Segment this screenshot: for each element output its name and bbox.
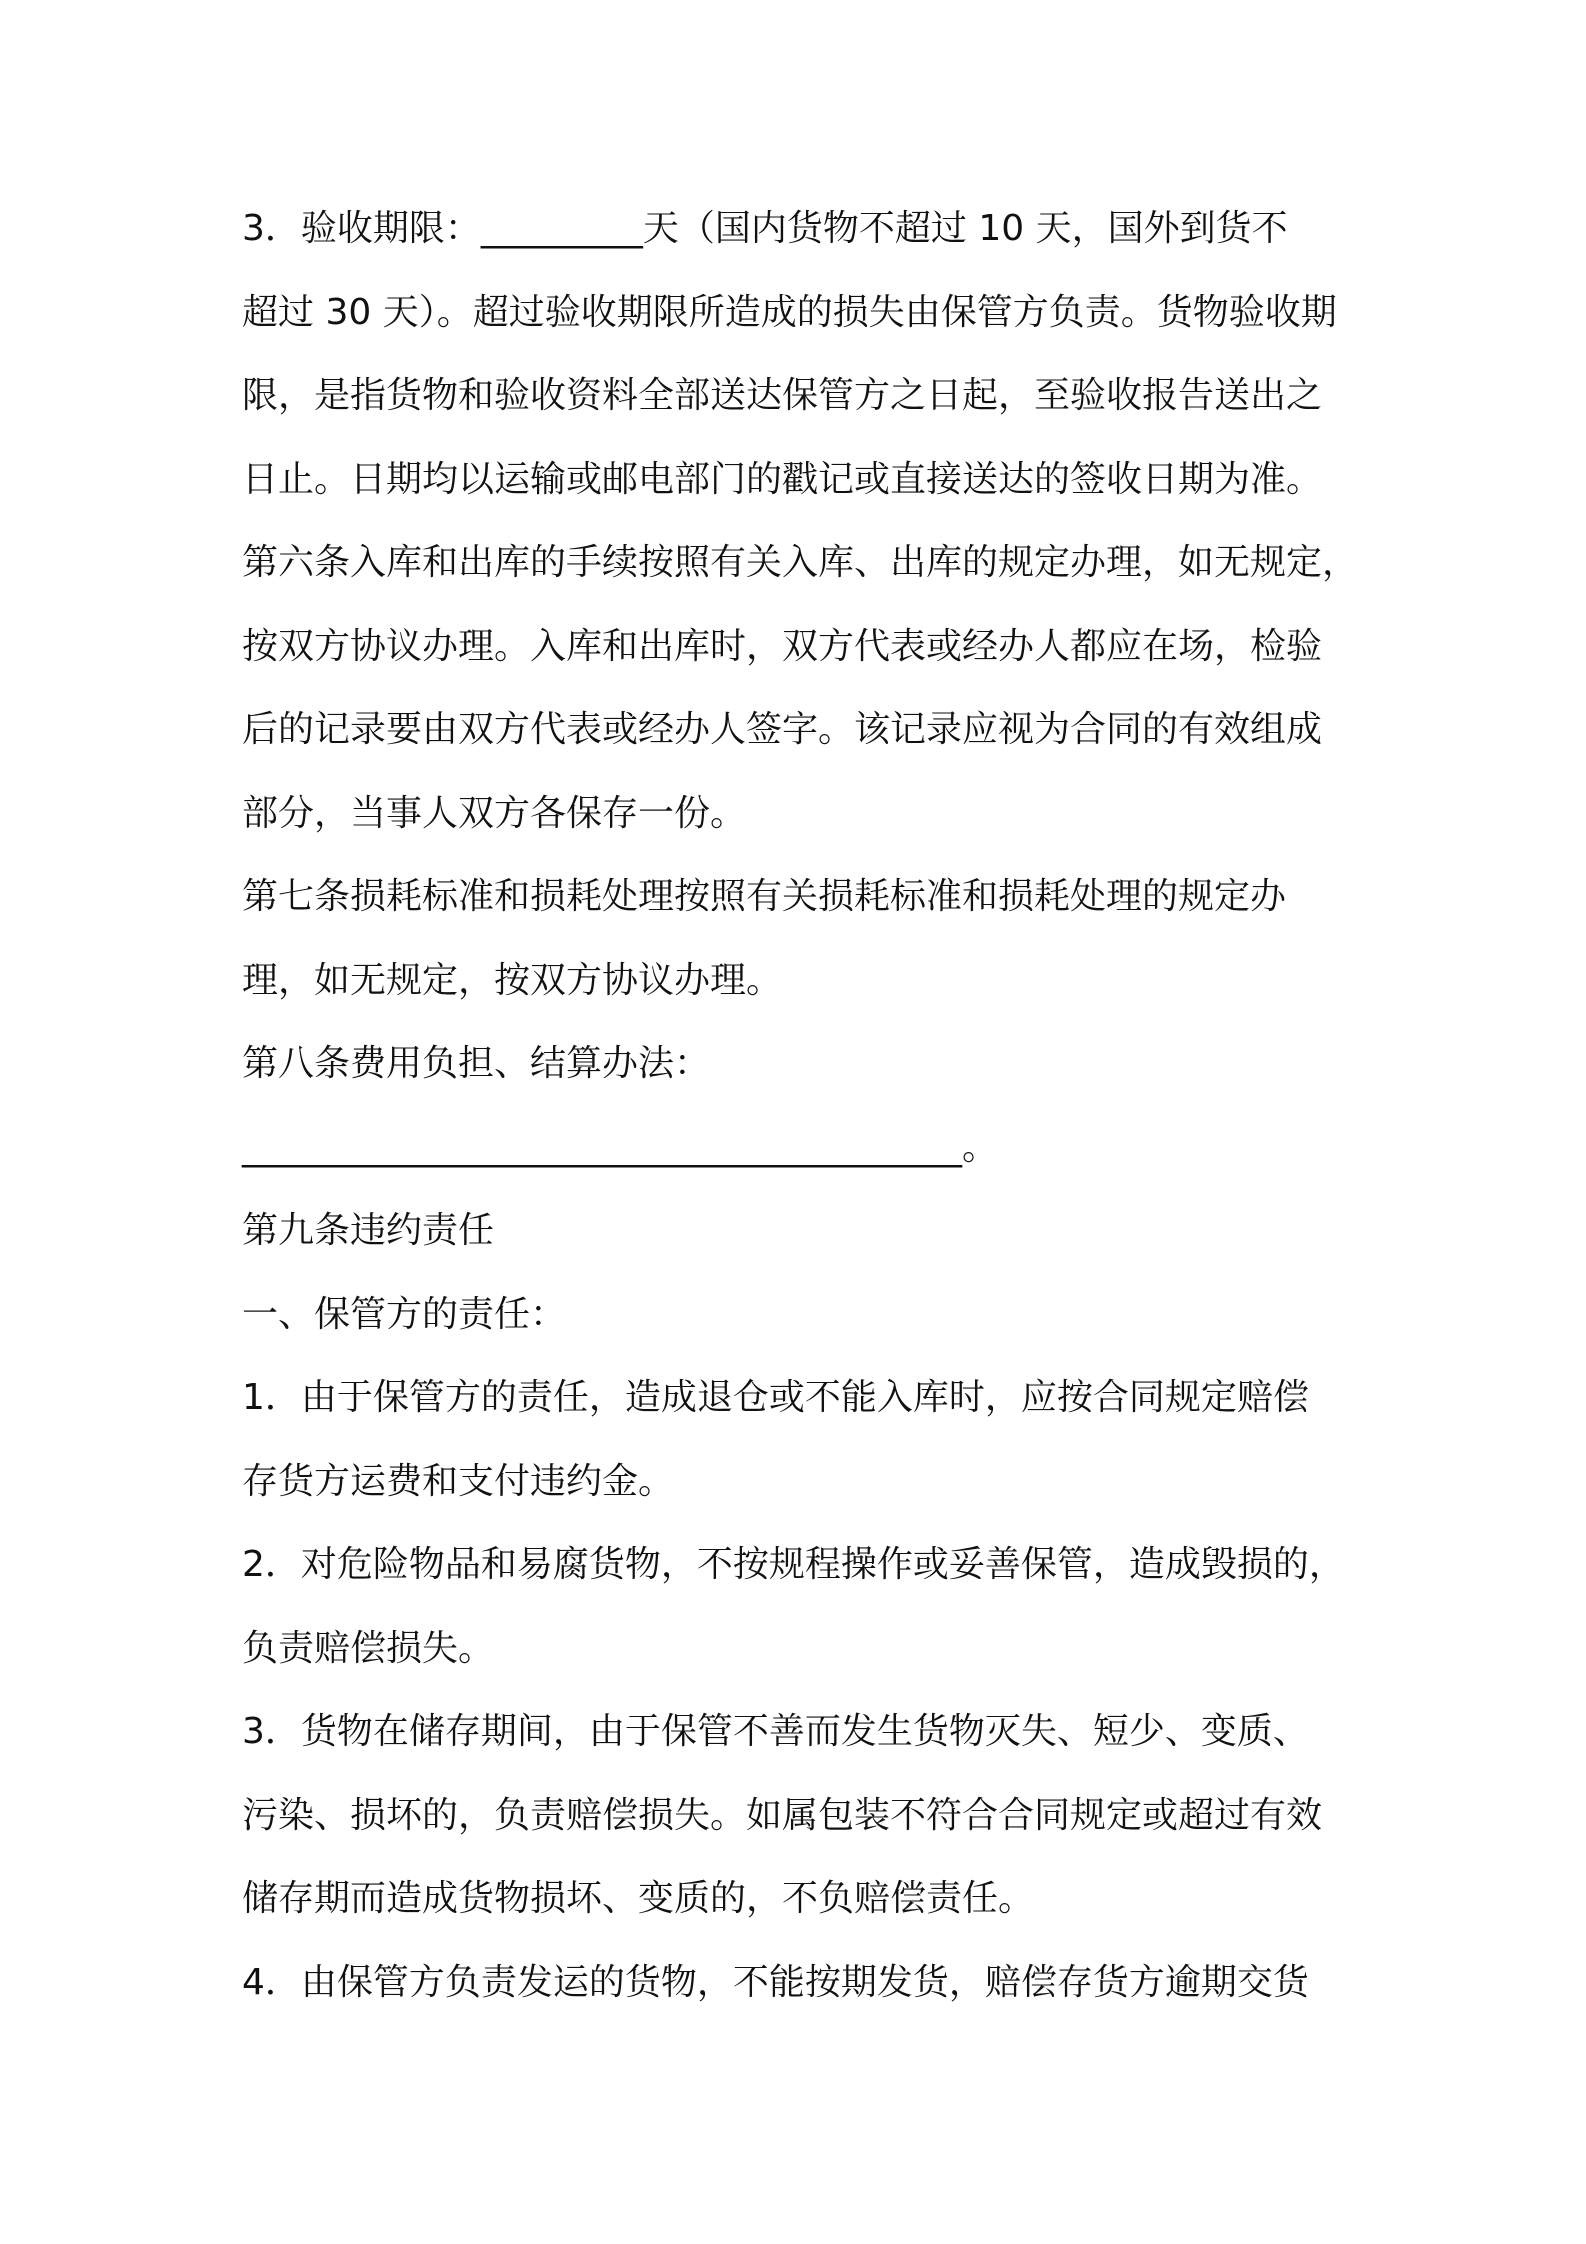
text-line: 污染、损坏的，负责赔偿损失。如属包装不符合合同规定或超过有效 <box>242 1795 1323 1836</box>
text-line: 部分，当事人双方各保存一份。 <box>242 793 747 834</box>
text-line: 存货方运费和支付违约金。 <box>242 1461 675 1502</box>
text-line: 按双方协议办理。入库和出库时，双方代表或经办人都应在场，检验 <box>242 626 1323 667</box>
text-line: 第七条损耗标准和损耗处理按照有关损耗标准和损耗处理的规定办 <box>242 876 1287 917</box>
text-line: 理，如无规定，按双方协议办理。 <box>242 960 783 1001</box>
blank-fill-line: ________________________________________。 <box>242 1127 998 1168</box>
text-line: 超过 30 天）。超过验收期限所造成的损失由保管方负责。货物验收期 <box>242 292 1337 333</box>
text-line: 2．对危险物品和易腐货物，不按规程操作或妥善保管，造成毁损的， <box>242 1544 1345 1585</box>
text-line: 第八条费用负担、结算办法： <box>242 1043 711 1084</box>
subsection-heading: 一、保管方的责任： <box>242 1294 567 1335</box>
text-line: 限，是指货物和验收资料全部送达保管方之日起，至验收报告送出之 <box>242 375 1323 416</box>
text-line: 第六条入库和出库的手续按照有关入库、出库的规定办理，如无规定， <box>242 542 1359 583</box>
text-line: 后的记录要由双方代表或经办人签字。该记录应视为合同的有效组成 <box>242 709 1323 750</box>
text-line: 1．由于保管方的责任，造成退仓或不能入库时，应按合同规定赔偿 <box>242 1377 1309 1418</box>
text-line: 3．货物在储存期间，由于保管不善而发生货物灭失、短少、变质、 <box>242 1711 1309 1752</box>
text-line: 3．验收期限：_________天（国内货物不超过 10 天，国外到货不 <box>242 208 1288 249</box>
section-heading: 第九条违约责任 <box>242 1210 495 1251</box>
text-line: 日止。日期均以运输或邮电部门的戳记或直接送达的签收日期为准。 <box>242 459 1323 500</box>
text-line: 负责赔偿损失。 <box>242 1628 495 1669</box>
text-line: 储存期而造成货物损坏、变质的，不负赔偿责任。 <box>242 1878 1035 1919</box>
text-line: 4．由保管方负责发运的货物，不能按期发货，赔偿存货方逾期交货 <box>242 1962 1309 2003</box>
